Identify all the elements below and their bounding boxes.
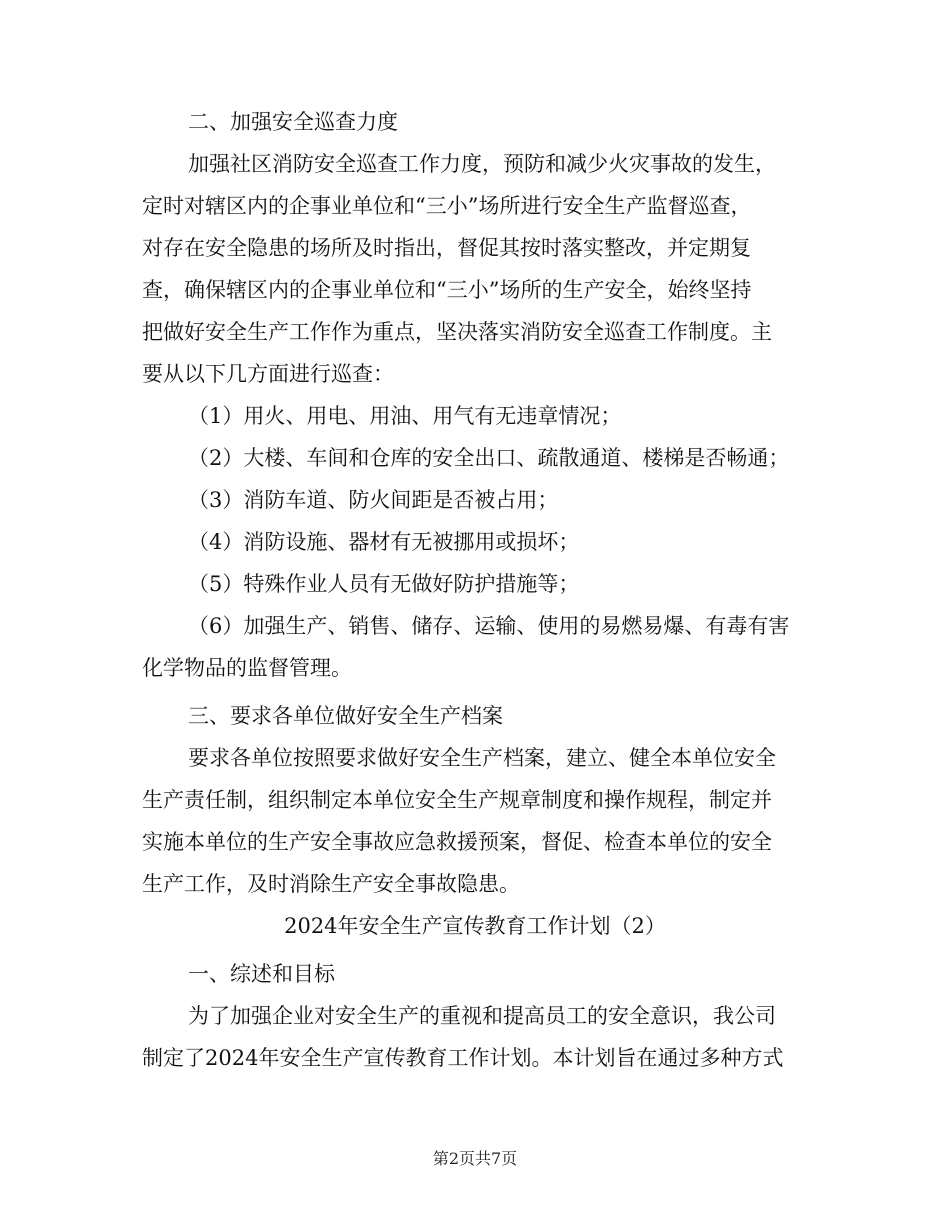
document-title: 2024年安全生产宣传教育工作计划（2） [284, 914, 666, 938]
section-heading: 二、加强安全巡查力度 [188, 110, 398, 134]
paragraph-line: 为了加强企业对安全生产的重视和提高员工的安全意识，我公司 [188, 1004, 776, 1028]
paragraph-line: 生产责任制，组织制定本单位安全生产规章制度和操作规程，制定并 [142, 788, 772, 812]
list-item: （4）消防设施、器材有无被挪用或损坏； [188, 530, 580, 554]
list-item: （6）加强生产、销售、储存、运输、使用的易燃易爆、有毒有害 [188, 614, 790, 638]
paragraph-line: 要求各单位按照要求做好安全生产档案，建立、健全本单位安全 [188, 746, 776, 770]
list-item-continuation: 化学物品的监督管理。 [142, 656, 352, 680]
paragraph-line: 查，确保辖区内的企事业单位和“三小”场所的生产安全，始终坚持 [142, 278, 752, 302]
section-heading: 一、综述和目标 [188, 962, 335, 986]
paragraph-line: 要从以下几方面进行巡查： [142, 362, 394, 386]
paragraph-line: 加强社区消防安全巡查工作力度，预防和减少火灾事故的发生， [188, 152, 776, 176]
paragraph-line: 对存在安全隐患的场所及时指出，督促其按时落实整改，并定期复 [142, 236, 751, 260]
paragraph-line: 生产工作，及时消除生产安全事故隐患。 [142, 872, 520, 896]
list-item: （5）特殊作业人员有无做好防护措施等； [188, 572, 580, 596]
page-number: 第2页共7页 [432, 1149, 518, 1168]
list-item: （3）消防车道、防火间距是否被占用； [188, 488, 559, 512]
list-item: （2）大楼、车间和仓库的安全出口、疏散通道、楼梯是否畅通； [188, 446, 790, 470]
list-item: （1）用火、用电、用油、用气有无违章情况； [188, 404, 622, 428]
section-heading: 三、要求各单位做好安全生产档案 [188, 704, 503, 728]
paragraph-line: 实施本单位的生产安全事故应急救援预案，督促、检查本单位的安全 [142, 830, 772, 854]
paragraph-line: 制定了2024年安全生产宣传教育工作计划。本计划旨在通过多种方式 [142, 1046, 784, 1070]
paragraph-line: 定时对辖区内的企事业单位和“三小”场所进行安全生产监督巡查， [142, 194, 752, 218]
paragraph-line: 把做好安全生产工作作为重点，坚决落实消防安全巡查工作制度。主 [142, 320, 772, 344]
